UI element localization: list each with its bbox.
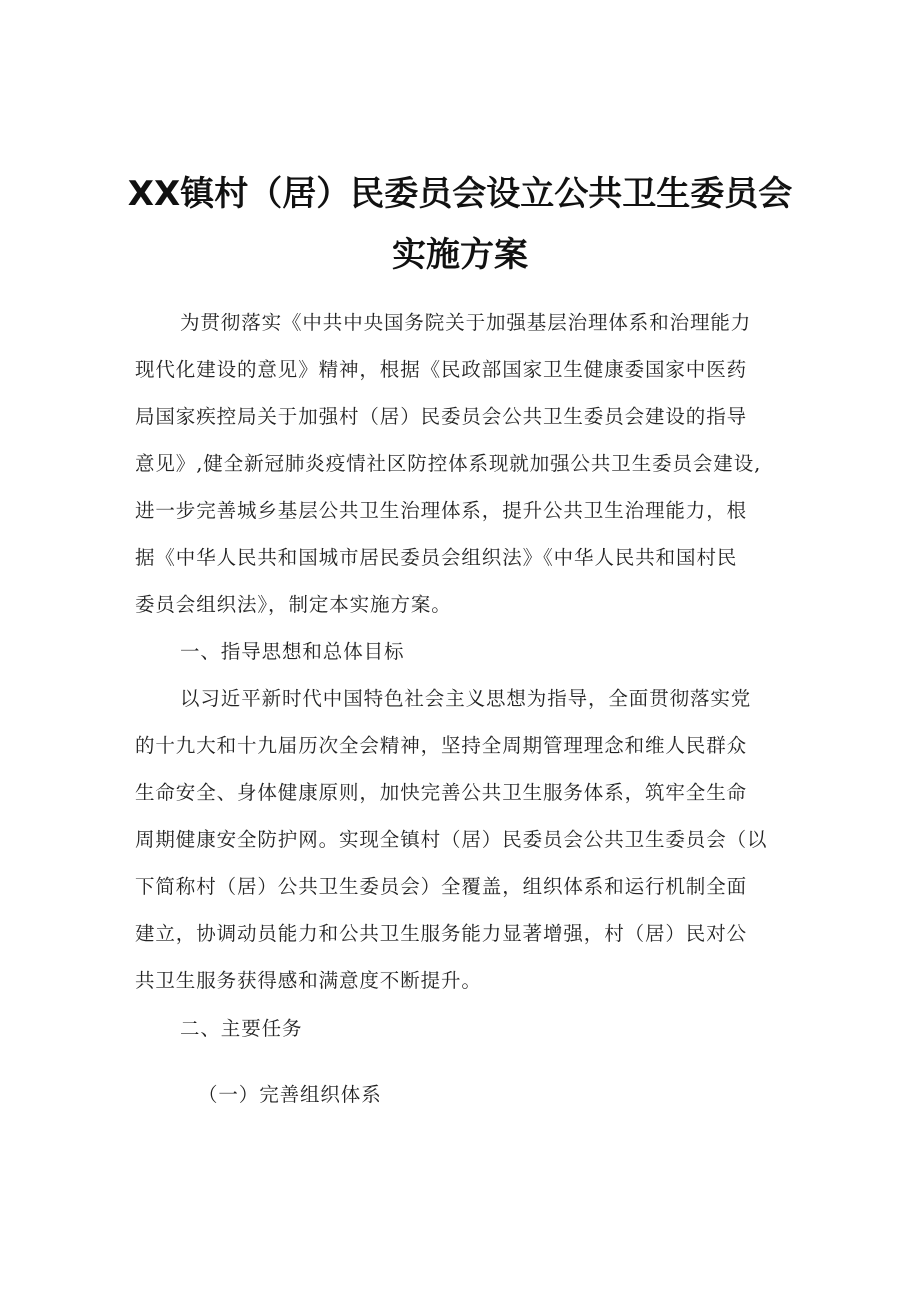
intro-line: 为贯彻落实《中共中央国务院关于加强基层治理体系和治理能力 [180,311,752,334]
section-1-line: 生命安全、身体健康原则，加快完善公共卫生服务体系，筑牢全生命 [135,781,748,804]
document-title-line-1: XX镇村（居）民委员会设立公共卫生委员会 [127,174,793,214]
intro-line: 委员会组织法》，制定本实施方案。 [135,593,452,616]
intro-line: 进一步完善城乡基层公共卫生治理体系，提升公共卫生治理能力，根 [135,499,748,522]
intro-line: 局国家疾控局关于加强村（居）民委员会公共卫生委员会建设的指导 [135,405,748,428]
section-1-line: 建立，协调动员能力和公共卫生服务能力显著增强，村（居）民对公 [135,922,748,945]
section-1-line: 共卫生服务获得感和满意度不断提升。 [135,969,482,992]
section-1-heading: 一、指导思想和总体目标 [180,640,405,663]
intro-line: 意见》,健全新冠肺炎疫情社区防控体系现就加强公共卫生委员会建设, [135,452,762,475]
section-2-heading: 二、主要任务 [180,1017,303,1040]
section-1-line: 周期健康安全防护网。实现全镇村（居）民委员会公共卫生委员会（以 [135,828,768,851]
section-1-line: 的十九大和十九届历次全会精神，坚持全周期管理理念和维人民群众 [135,734,748,757]
intro-line: 据《中华人民共和国城市居民委员会组织法》《中华人民共和国村民 [135,546,738,569]
subsection-1-heading: （一）完善组织体系 [198,1083,382,1106]
intro-line: 现代化建设的意见》精神，根据《民政部国家卫生健康委国家中医药 [135,358,748,381]
section-1-line: 下简称村（居）公共卫生委员会）全覆盖，组织体系和运行机制全面 [135,875,748,898]
document-title-line-2: 实施方案 [392,235,528,275]
section-1-line: 以习近平新时代中国特色社会主义思想为指导，全面贯彻落实党 [180,687,752,710]
